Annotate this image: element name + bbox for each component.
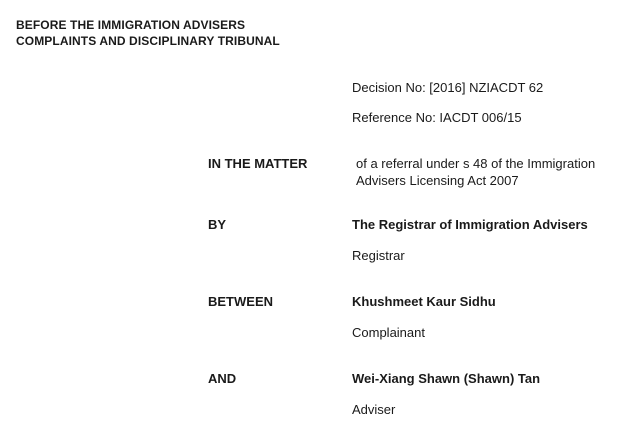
adviser-name: Wei-Xiang Shawn (Shawn) Tan — [352, 371, 541, 386]
tribunal-heading-line-2: COMPLAINTS AND DISCIPLINARY TRIBUNAL — [16, 34, 280, 48]
and-label: AND — [208, 371, 237, 386]
tribunal-heading-line-1: BEFORE THE IMMIGRATION ADVISERS — [16, 18, 246, 32]
reference-number: Reference No: IACDT 006/15 — [352, 110, 522, 125]
complainant-name: Khushmeet Kaur Sidhu — [352, 294, 496, 309]
adviser-role: Adviser — [352, 402, 396, 417]
in-the-matter-label: IN THE MATTER — [208, 156, 308, 171]
matter-description-line-1: of a referral under s 48 of the Immigration — [356, 156, 596, 171]
matter-description-line-2: Advisers Licensing Act 2007 — [356, 173, 519, 188]
by-label: BY — [208, 217, 227, 232]
registrar-name: The Registrar of Immigration Advisers — [352, 217, 588, 232]
registrar-role: Registrar — [352, 248, 405, 263]
complainant-role: Complainant — [352, 325, 425, 340]
decision-number: Decision No: [2016] NZIACDT 62 — [352, 80, 544, 95]
between-label: BETWEEN — [208, 294, 273, 309]
